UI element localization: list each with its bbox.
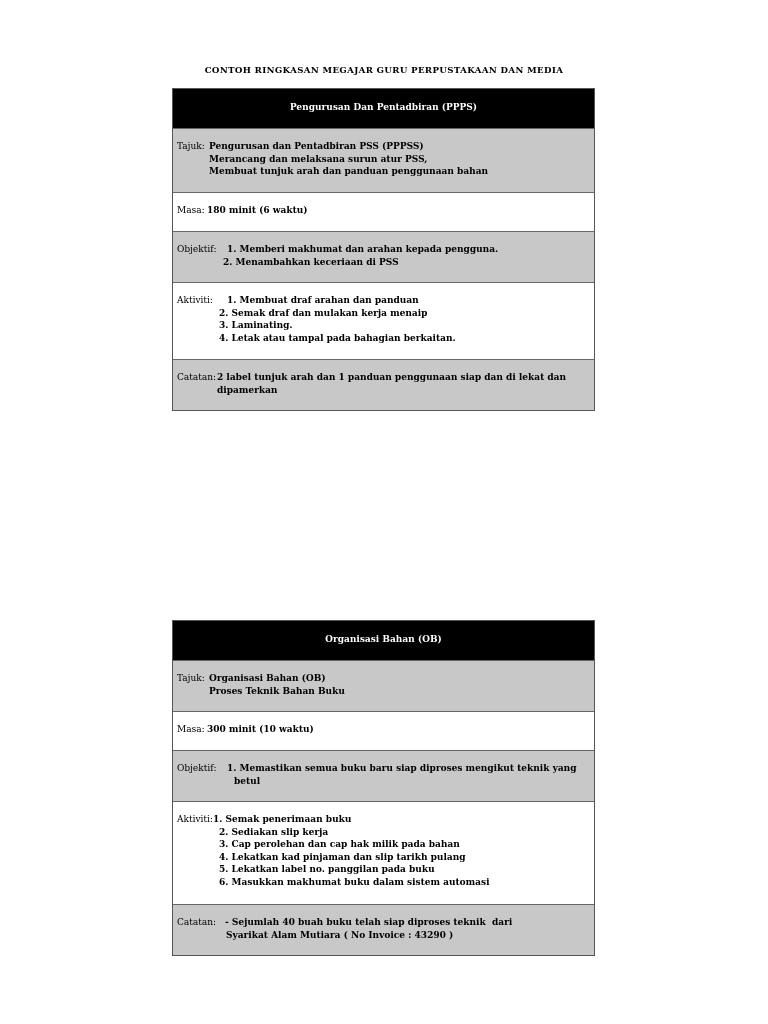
catatan-row (173, 359, 594, 410)
card-header: Pengurusan Dan Pentadbiran (PPPS) (173, 89, 594, 128)
catatan-line: 2 label tunjuk arah dan 1 panduan penggunaan siap dan di lekat dan (217, 373, 567, 383)
objektif-line: 2. Menambahkan keceriaan di PSS (223, 257, 399, 268)
aktiviti-line: 4. Lekatkan kad pinjaman dan slip tarikh pulang (219, 852, 466, 863)
tajuk-line: Organisasi Bahan (OB) (209, 674, 326, 684)
aktiviti-line: 1. Semak penerimaan buku (213, 815, 352, 825)
aktiviti-label: Aktiviti: (177, 815, 213, 825)
tajuk-value (209, 141, 488, 192)
masa-label: Masa: (177, 725, 205, 735)
objektif-value (223, 244, 499, 282)
catatan-value (217, 917, 512, 955)
aktiviti-row (173, 801, 594, 904)
tajuk-line: Membuat tunjuk arah dan panduan penggunaan bahan (209, 167, 489, 177)
objektif-label: Objektif: (177, 764, 217, 774)
tajuk-line: Proses Teknik Bahan Buku (209, 686, 345, 697)
objektif-value (227, 763, 576, 801)
catatan-label: Catatan: (177, 918, 217, 928)
aktiviti-value (213, 814, 490, 904)
masa-value (207, 205, 308, 231)
aktiviti-line: 1. Membuat draf arahan dan panduan (227, 296, 419, 306)
aktiviti-row (173, 282, 594, 359)
objektif-line: betul (234, 776, 261, 787)
catatan-value (217, 372, 566, 410)
tajuk-line: Pengurusan dan Pentadbiran PSS (PPPSS) (209, 142, 424, 152)
masa-row (173, 711, 594, 750)
tajuk-line: Merancang dan melaksana surun atur PSS, (209, 154, 428, 165)
tajuk-value (209, 673, 345, 711)
masa-text: 300 minit (10 waktu) (207, 725, 314, 735)
catatan-label: Catatan: (177, 373, 217, 383)
aktiviti-line: 3. Cap perolehan dan cap hak milik pada bahan (219, 840, 460, 850)
objektif-row (173, 231, 594, 282)
catatan-line: dipamerkan (217, 385, 278, 396)
masa-value (207, 724, 314, 750)
aktiviti-label: Aktiviti: (177, 296, 213, 306)
catatan-row (173, 904, 594, 955)
masa-row (173, 192, 594, 231)
tajuk-label: Tajuk: (177, 674, 205, 684)
catatan-line: - Sejumlah 40 buah buku telah siap diproses teknik dari (225, 918, 513, 928)
aktiviti-value (219, 295, 456, 359)
catatan-line: Syarikat Alam Mutiara ( No Invoice : 43290 ) (226, 930, 454, 941)
objektif-row (173, 750, 594, 801)
aktiviti-line: 2. Sediakan slip kerja (219, 827, 329, 838)
masa-label: Masa: (177, 206, 205, 216)
tajuk-row (173, 128, 594, 192)
summary-card-ppps (172, 88, 595, 411)
tajuk-label: Tajuk: (177, 142, 205, 152)
aktiviti-line: 6. Masukkan makhumat buku dalam sistem automasi (219, 877, 490, 888)
objektif-label: Objektif: (177, 245, 217, 255)
document-title: CONTOH RINGKASAN MEGAJAR GURU PERPUSTAKAAN DAN MEDIA (204, 66, 564, 76)
objektif-line: 1. Memastikan semua buku baru siap diproses mengikut teknik yang (227, 764, 577, 774)
masa-text: 180 minit (6 waktu) (207, 206, 308, 216)
objektif-line: 1. Memberi makhumat dan arahan kepada pengguna. (227, 245, 499, 255)
aktiviti-line: 5. Lekatkan label no. panggilan pada buku (219, 865, 435, 875)
card-header: Organisasi Bahan (OB) (173, 621, 594, 660)
aktiviti-line: 2. Semak draf dan mulakan kerja menaip (219, 308, 428, 319)
aktiviti-line: 4. Letak atau tampal pada bahagian berkaitan. (219, 333, 456, 344)
aktiviti-line: 3. Laminating. (219, 321, 293, 331)
tajuk-row (173, 660, 594, 711)
summary-card-ob (172, 620, 595, 956)
